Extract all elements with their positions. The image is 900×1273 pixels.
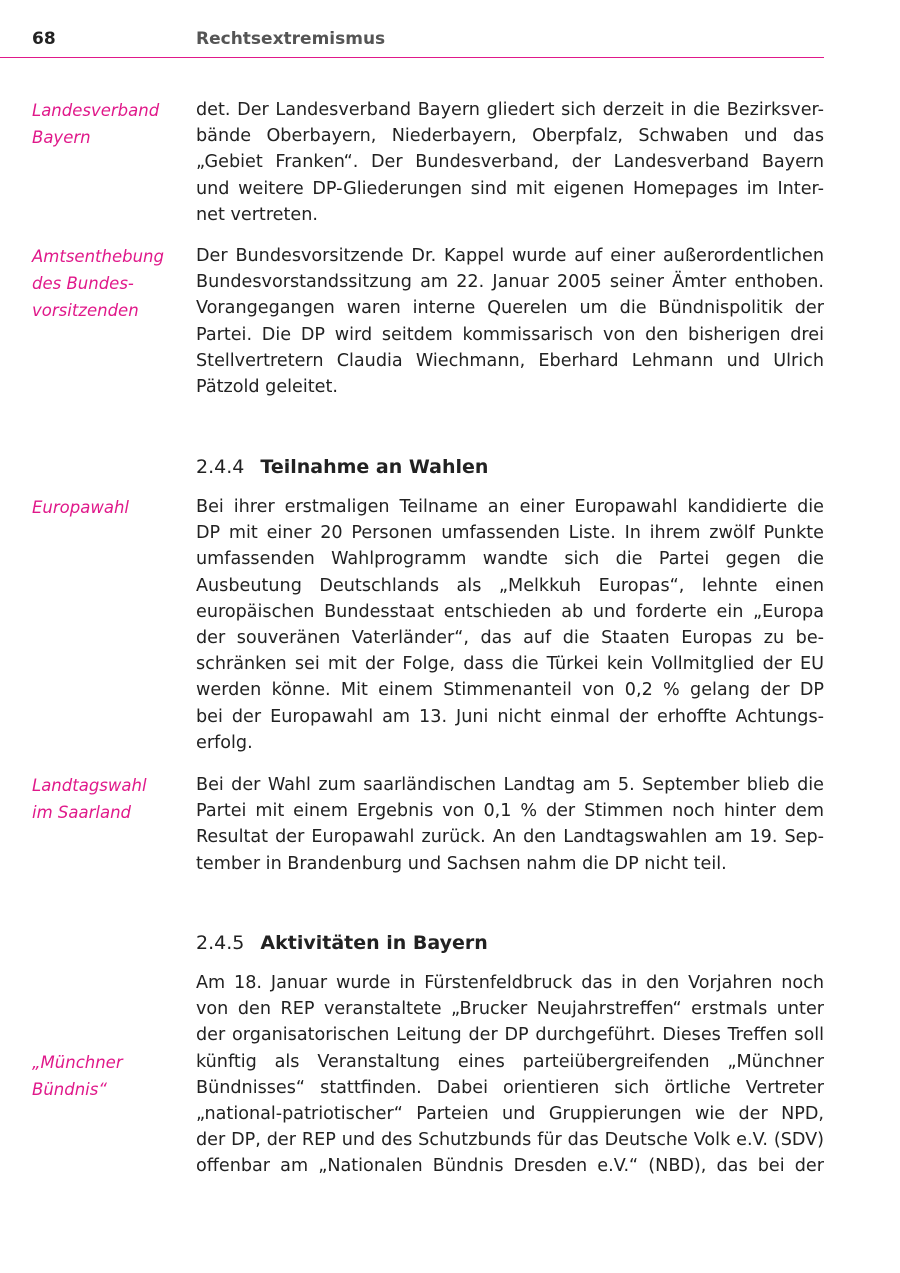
margin-note-landesverband [32, 97, 182, 151]
text-line: bei der Europawahl am 13. Juni nicht einmal der erhoffte Achtungs- [196, 706, 824, 727]
text-line: tember in Brandenburg und Sachsen nahm die DP nicht teil. [196, 853, 727, 874]
text-line: Resultat der Europawahl zurück. An den Landtagswahlen am 19. Sep- [196, 827, 824, 848]
section-title: Teilnahme an Wahlen [260, 456, 489, 478]
page-header [0, 0, 824, 58]
paragraph-aktivitaeten [196, 970, 824, 1180]
section-number: 2.4.5 [196, 932, 245, 954]
text-line: der souveränen Vaterländer“, das auf die Staaten Europas zu be- [196, 628, 824, 649]
text-line: werden könne. Mit einem Stimmenanteil von 0,2 % gelang der DP [196, 680, 824, 701]
section-number: 2.4.4 [196, 456, 245, 478]
text-line: Partei. Die DP wird seitdem kommissarisch von den bisherigen drei [196, 324, 824, 345]
text-line: bände Oberbayern, Niederbayern, Oberpfalz, Schwaben und das [196, 126, 824, 147]
section-heading-2-4-4 [196, 456, 488, 478]
text-line: „national-patriotischer“ Parteien und Gruppierungen wie der NPD, [196, 1104, 824, 1125]
text-line: Bündnisses“ stattfinden. Dabei orientieren sich örtliche Vertreter [196, 1077, 824, 1098]
text-line: Ausbeutung Deutschlands als „Melkkuh Europas“, lehnte einen [196, 575, 824, 596]
text-line: von den REP veranstaltete „Brucker Neujahrstreffen“ erstmals unter [196, 999, 824, 1020]
running-head: Rechtsextremismus [196, 29, 386, 49]
margin-note-line: Landtagswahl [32, 776, 147, 795]
text-line: DP mit einer 20 Personen umfassenden Liste. In ihrem zwölf Punkte [196, 523, 824, 544]
page-number: 68 [32, 29, 56, 49]
section-heading-2-4-5 [196, 932, 488, 954]
margin-note-line: „Münchner [32, 1053, 123, 1072]
text-line: Am 18. Januar wurde in Fürstenfeldbruck das in den Vorjahren noch [196, 973, 824, 993]
section-title: Aktivitäten in Bayern [260, 932, 488, 954]
text-line: Bei der Wahl zum saarländischen Landtag am 5. September blieb die [196, 775, 824, 795]
text-line: der organisatorischen Leitung der DP durchgeführt. Dieses Treffen soll [196, 1025, 824, 1046]
margin-note-europawahl [32, 494, 182, 521]
margin-note-amtsenthebung [32, 243, 182, 324]
margin-note-line: Landesverband [32, 101, 160, 120]
paragraph-amtsenthebung [196, 243, 824, 400]
text-line: offenbar am „Nationalen Bündnis Dresden e.V.“ (NBD), das bei der [196, 1156, 824, 1177]
margin-note-line: Bündnis“ [32, 1080, 107, 1099]
text-line: Pätzold geleitet. [196, 377, 338, 398]
text-line: Partei mit einem Ergebnis von 0,1 % der Stimmen noch hinter dem [196, 801, 824, 822]
text-line: schränken sei mit der Folge, dass die Türkei kein Vollmitglied der EU [196, 654, 824, 675]
margin-note-line: Bayern [32, 128, 91, 147]
margin-note-line: des Bundes- [32, 274, 134, 293]
text-line: net vertreten. [196, 204, 318, 225]
text-line: der DP, der REP und des Schutzbunds für das Deutsche Volk e.V. (SDV) [196, 1130, 824, 1151]
text-line: umfassenden Wahlprogramm wandte sich die Partei gegen die [196, 549, 824, 570]
paragraph-europawahl [196, 494, 824, 756]
text-line: Vorangegangen waren interne Querelen um die Bündnispolitik der [196, 298, 824, 319]
text-line: Stellvertretern Claudia Wiechmann, Eberhard Lehmann und Ulrich [196, 350, 824, 371]
text-line: erfolg. [196, 732, 253, 753]
paragraph-landtagswahl [196, 772, 824, 877]
text-line: det. Der Landesverband Bayern gliedert sich derzeit in die Bezirksver- [196, 100, 824, 120]
text-line: „Gebiet Franken“. Der Bundesverband, der Landesverband Bayern [196, 152, 824, 173]
margin-note-line: im Saarland [32, 803, 132, 822]
margin-note-line: Europawahl [32, 498, 129, 517]
text-line: Bundesvorstandssitzung am 22. Januar 2005 seiner Ämter enthoben. [196, 272, 824, 293]
margin-note-line: vorsitzenden [32, 301, 139, 320]
text-line: Bei ihrer erstmaligen Teilname an einer Europawahl kandidierte die [196, 497, 824, 517]
text-line: und weitere DP-Gliederungen sind mit eigenen Homepages im Inter- [196, 178, 824, 199]
paragraph-landesverband [196, 97, 824, 228]
margin-note-muenchner-buendnis [32, 1049, 182, 1103]
margin-note-landtagswahl [32, 772, 182, 826]
text-line: Der Bundesvorsitzende Dr. Kappel wurde auf einer außerordentlichen [196, 246, 824, 266]
text-line: europäischen Bundesstaat entschieden ab und forderte ein „Europa [196, 601, 824, 622]
margin-note-line: Amtsenthebung [32, 247, 164, 266]
text-line: künftig als Veranstaltung eines parteiübergreifenden „Münchner [196, 1051, 824, 1072]
